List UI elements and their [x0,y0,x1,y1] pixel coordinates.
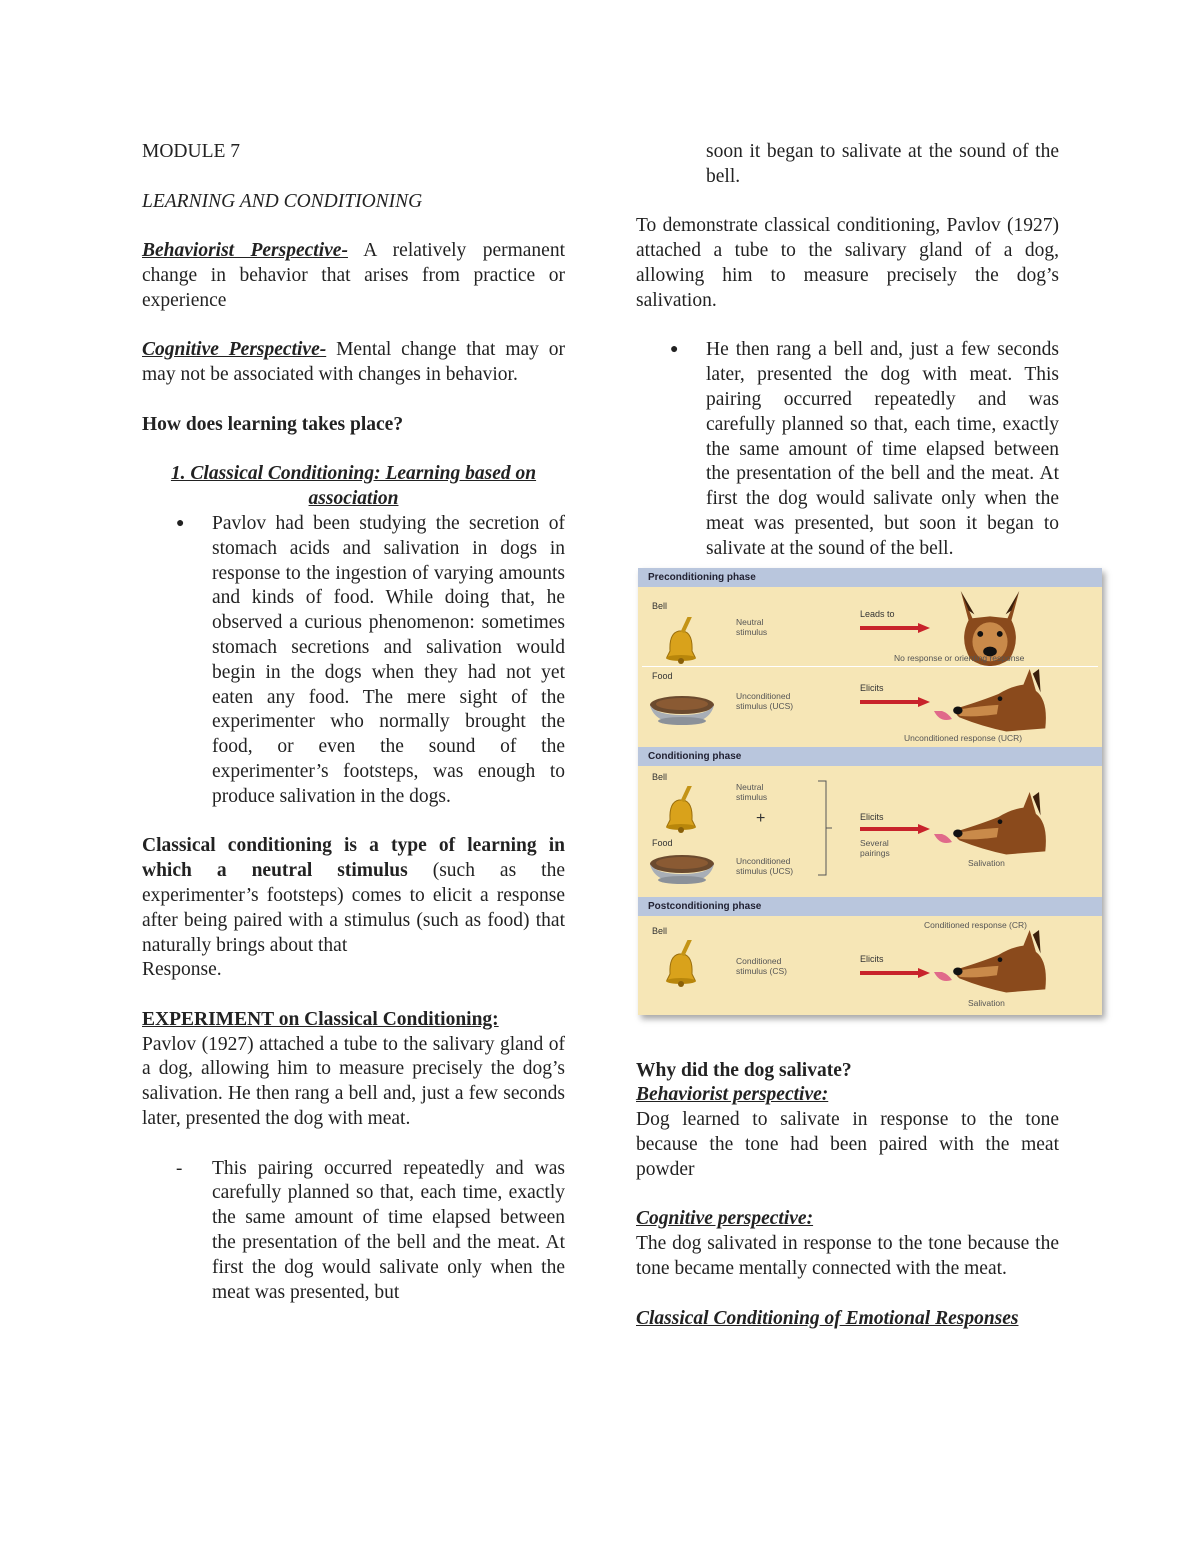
neutral-stimulus-label: Neutral stimulus [736,616,768,637]
bell-label: Bell [652,600,668,611]
definition-end: Response. [142,959,222,981]
list-item: ● He then rang a bell and, just a few seconds later, presented the dog with meat. This pairing occurred repeatedly and was carefully planned so that, each time, exactly the same amount of time elapsed between the presentation of the bell and the meat. At first the dog would salivate only when the meat was presented, but soon it began to salivate at the sound of the bell. [670,339,1059,559]
bracket-icon [818,780,832,876]
pre-food-row [638,667,1102,747]
behaviorist-text: A relatively permanent change in behavior that arises from practice or experience [142,240,565,311]
bell-icon [656,786,706,836]
food-bowl-icon [650,852,716,886]
list-item: ● Pavlov had been studying the secretion of stomach acids and salivation in dogs in response to the ingestion of varying amounts and kinds of food. While doing that, he observed a curious phenomenon: sometimes stomach secretions and salivation would begin in the dogs when they had not yet eaten any food. The mere sight of the experimenter who normally brought the food, or even the sound of the experimenter’s footsteps, was enough to produce salivation in the dogs. [176,512,565,807]
cognitive-answer: The dog salivated in response to the tone because the tone became mentally connected with the meat. [636,1233,1059,1279]
arrow-icon [860,623,932,633]
why-question: Why did the dog salivate? [636,1059,852,1081]
tongue-icon [934,972,954,986]
elicits-label: Elicits [860,682,884,693]
right-bullet-list [636,338,1059,561]
behaviorist-label: Behaviorist Perspective- [142,240,348,262]
bell-label: Bell [652,771,668,782]
demo-text: To demonstrate classical conditioning, Pavlov (1927) attached a tube to the salivary gland of a dog, allowing him to measure precisely the dog’s salivation. [636,215,1059,311]
plus-sign: + [756,809,766,827]
classical-conditioning-definition [142,834,565,958]
definition-bold: Classical conditioning is a type of learning in which a neutral stimulus [142,835,565,882]
phase-postconditioning: Postconditioning phase [638,897,1102,916]
neutral-stimulus-label: Neutral stimulus [736,781,768,802]
ucs-label: Unconditioned stimulus (UCS) [736,690,794,711]
continued-text: soon it began to salivate at the sound of the bell. [706,141,1059,187]
dash-marker: - [176,1157,183,1179]
left-column [142,140,565,1305]
post-row [638,916,1102,1015]
cr-label: Conditioned response (CR) [924,919,1027,930]
conditioning-row [638,766,1102,896]
ucs-label: Unconditioned stimulus (UCS) [736,855,794,876]
food-label: Food [652,670,673,681]
section1-heading: 1. Classical Conditioning: Learning based on association [170,463,537,510]
dog-icon [938,792,1062,856]
bullet-icon: ● [670,342,679,358]
classical-conditioning-figure [638,568,1102,1015]
cognitive-text: Mental change that may or may not be associated with changes in behavior. [142,339,565,386]
arrow-icon [860,824,932,834]
tongue-icon [934,834,954,848]
no-response-label: No response or orienting response [894,652,1025,663]
bell-icon [656,617,706,667]
experiment-text: Pavlov (1927) attached a tube to the salivary gland of a dog, allowing him to measure precisely the dog’s salivation. He then rang a bell and, just a few seconds later, presented the dog with meat. [142,1033,565,1130]
arrow-icon [860,968,932,978]
phase-conditioning: Conditioning phase [638,747,1102,766]
tongue-icon [934,711,954,725]
emotional-responses-heading: Classical Conditioning of Emotional Responses [636,1307,1019,1329]
right-column [636,140,1059,1331]
list-item: - This pairing occurred repeatedly and was carefully planned so that, each time, exactly the same amount of time elapsed between the presentation of the bell and the meat. At first the dog would salivate only when the meat was presented, but [176,1157,565,1303]
bell-icon [656,940,706,990]
dog-icon [938,930,1062,994]
cognitive-definition [142,338,565,388]
bullet-icon: ● [176,515,185,531]
food-bowl-icon [650,693,716,727]
experiment-heading: EXPERIMENT on Classical Conditioning: [142,1008,499,1030]
salivation-label: Salivation [968,857,1005,868]
experiment-dash-list [142,1157,565,1306]
elicits-label: Elicits [860,953,884,964]
module-title: MODULE 7 [142,141,241,162]
ucr-label: Unconditioned response (UCR) [904,732,1023,743]
behaviorist-definition [142,239,565,313]
topic-title: LEARNING AND CONDITIONING [142,190,423,212]
behaviorist-answer: Dog learned to salivate in response to the tone because the tone had been paired with the meat powder [636,1109,1059,1180]
elicits-label: Elicits [860,811,884,822]
bell-label: Bell [652,925,668,936]
several-pairings-label: Several pairings [860,837,890,858]
behaviorist-heading: Behaviorist perspective: [636,1084,829,1106]
salivation-label: Salivation [968,997,1005,1008]
pre-bell-row [638,587,1102,666]
leads-to-label: Leads to [860,608,895,619]
dog-icon [938,669,1062,733]
cognitive-heading: Cognitive perspective: [636,1208,814,1230]
definition-rest: (such as the experimenter’s footsteps) comes to elicit a response after being paired with a stimulus (such as food) that naturally brings about that [142,860,565,956]
cognitive-label: Cognitive Perspective- [142,339,327,361]
cs-label: Conditioned stimulus (CS) [736,955,788,976]
pavlov-bullet-list [142,512,565,810]
food-label: Food [652,837,673,848]
arrow-icon [860,697,932,707]
learning-question: How does learning takes place? [142,413,404,435]
phase-preconditioning: Preconditioning phase [638,568,1102,587]
